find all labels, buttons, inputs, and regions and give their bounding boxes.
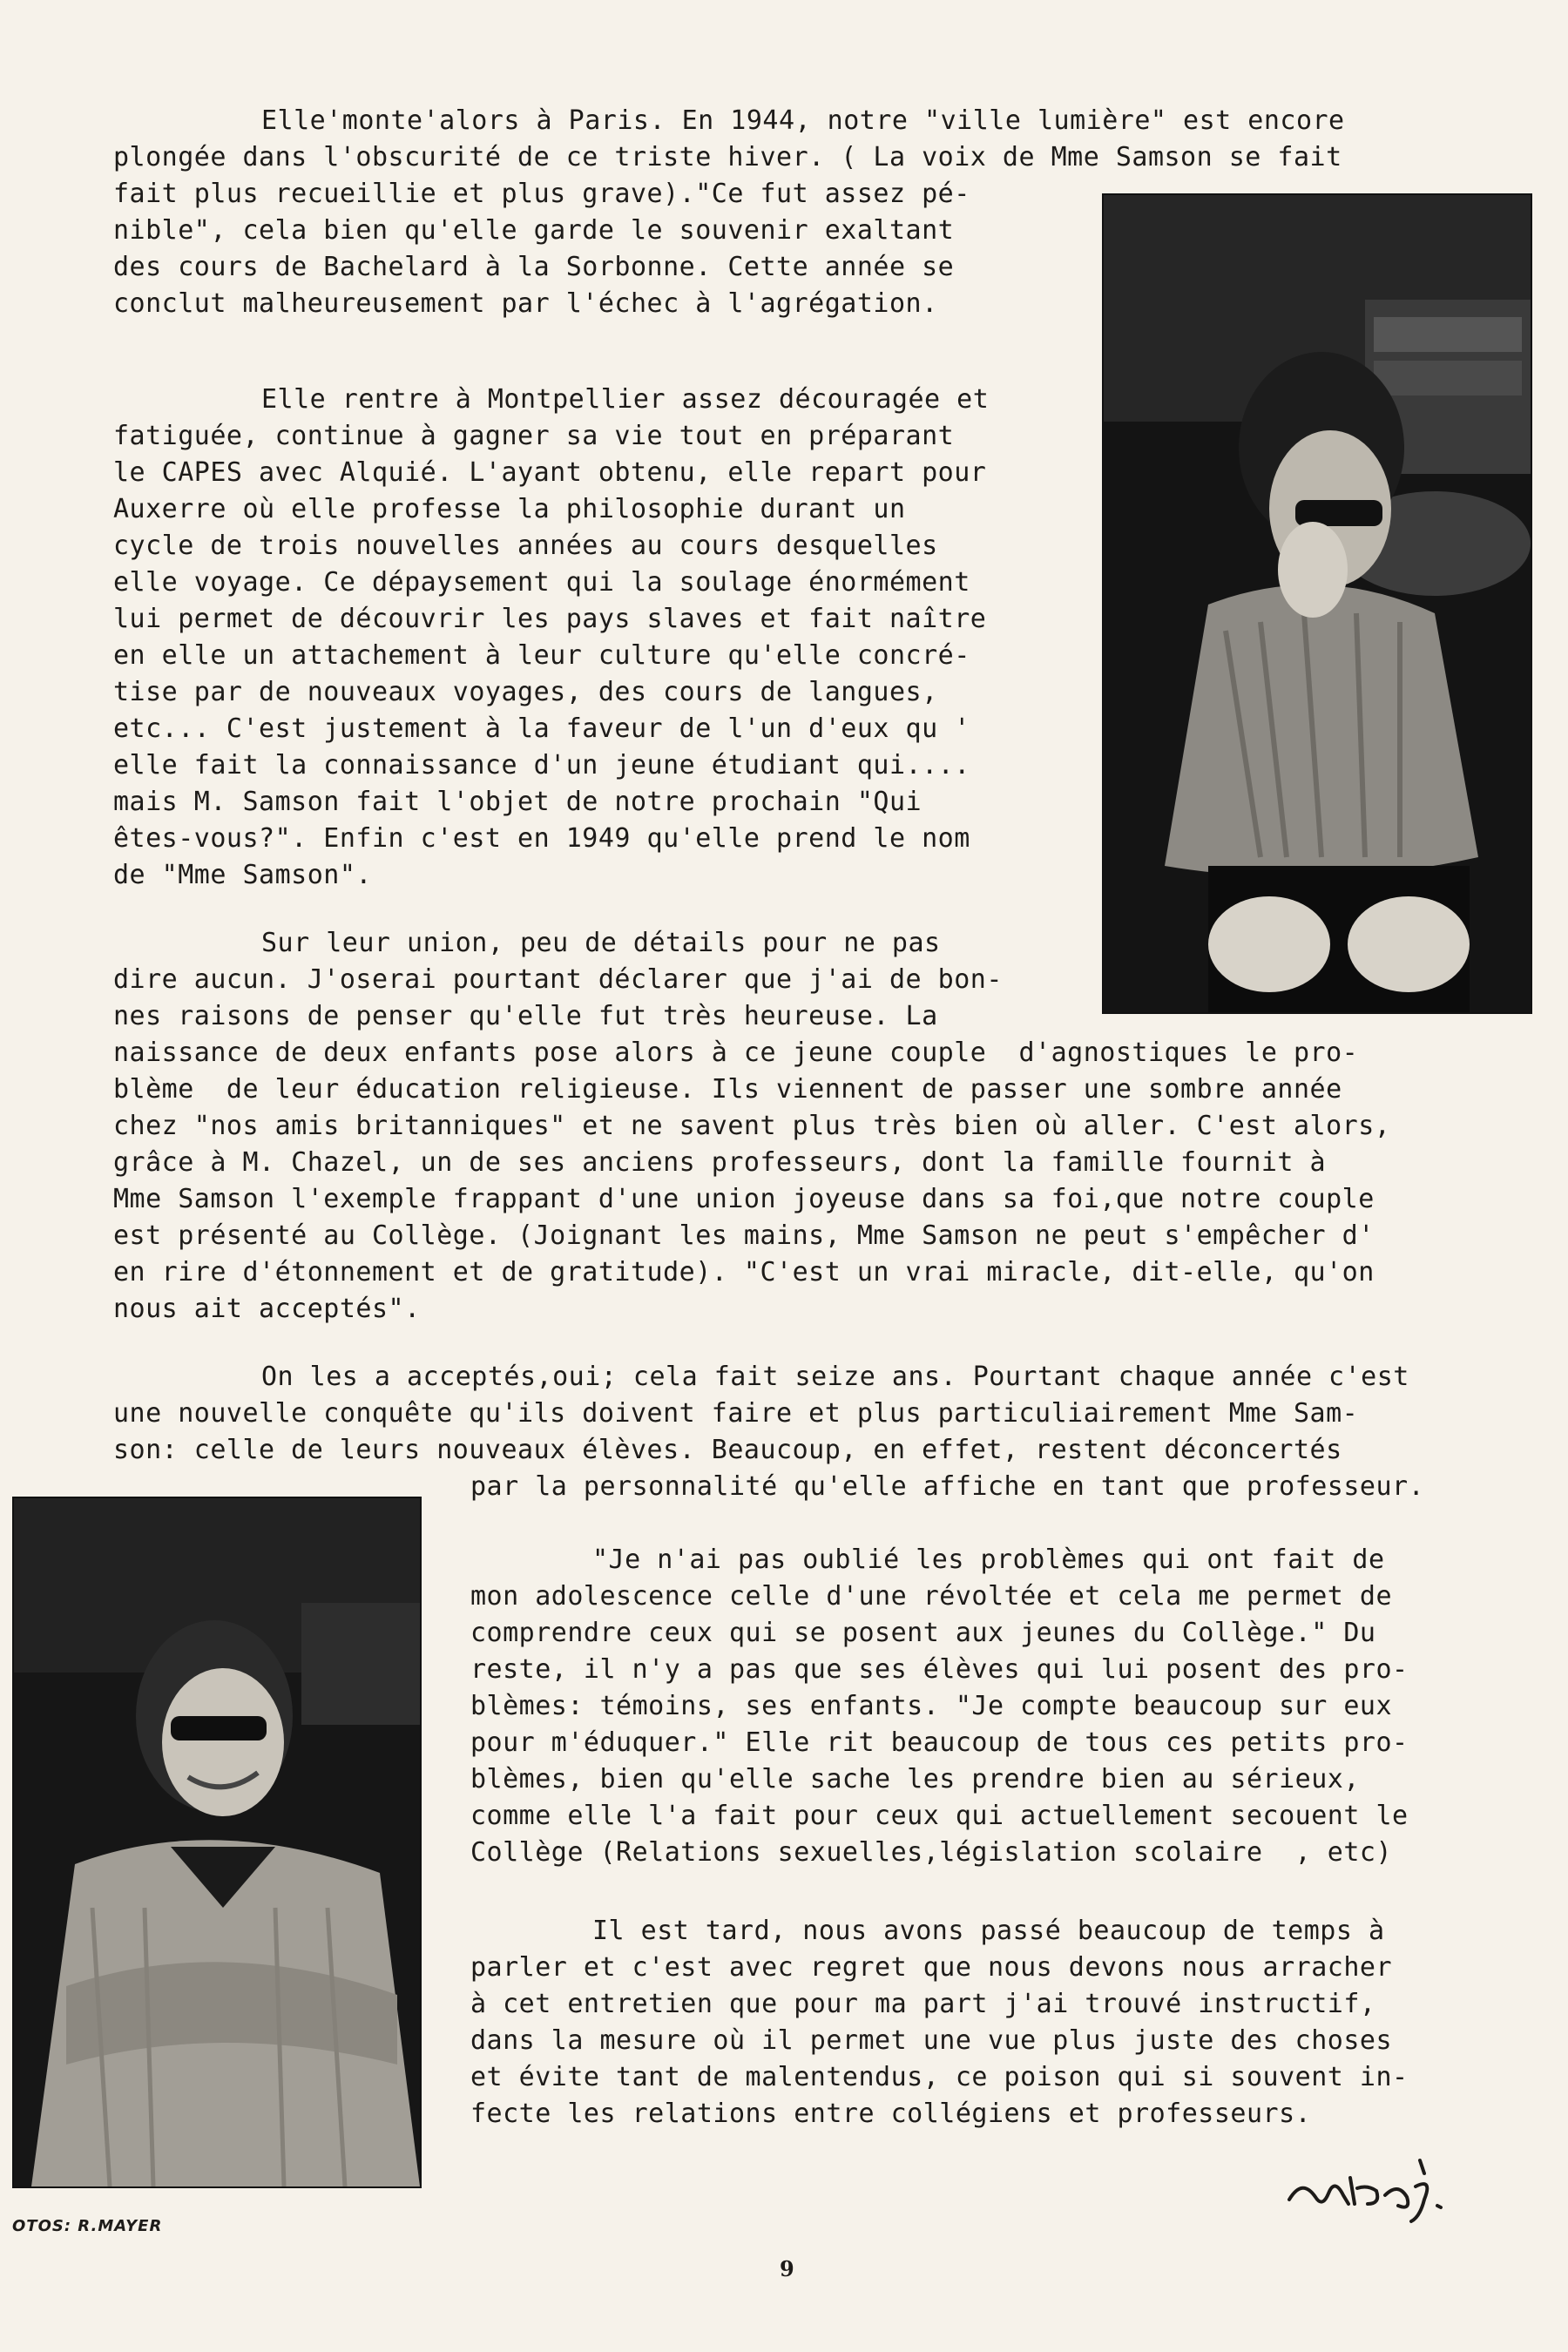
text-line: naissance de deux enfants pose alors à ce jeune couple d'agnostiques le pro- bbox=[113, 1037, 1359, 1068]
text-line: comme elle l'a fait pour ceux qui actuellement secouent le bbox=[470, 1801, 1409, 1831]
text-line: une nouvelle conquête qu'ils doivent faire et plus particuliairement Mme Sam- bbox=[113, 1398, 1359, 1429]
text-line: et évite tant de malentendus, ce poison qui si souvent in- bbox=[470, 2062, 1409, 2092]
text-line: comprendre ceux qui se posent aux jeunes du Collège." Du bbox=[470, 1618, 1376, 1648]
photo-image bbox=[14, 1498, 420, 2186]
text-line: plongée dans l'obscurité de ce triste hiver. ( La voix de Mme Samson se fait bbox=[113, 142, 1342, 172]
text-line: Elle rentre à Montpellier assez découragée et bbox=[261, 384, 990, 415]
author-signature bbox=[1281, 2143, 1455, 2230]
photo-woman-hands-clasped bbox=[1102, 193, 1532, 1014]
text-line: elle voyage. Ce dépaysement qui la soulage énormément bbox=[113, 567, 970, 598]
text-line: nous ait acceptés". bbox=[113, 1294, 421, 1324]
text-line: blème de leur éducation religieuse. Ils viennent de passer une sombre année bbox=[113, 1074, 1342, 1105]
signature-image bbox=[1281, 2143, 1455, 2230]
text-line: est présenté au Collège. (Joignant les mains, Mme Samson ne peut s'empêcher d' bbox=[113, 1220, 1375, 1251]
text-line: fecte les relations entre collégiens et professeurs. bbox=[470, 2099, 1312, 2129]
text-line: nes raisons de penser qu'elle fut très heureuse. La bbox=[113, 1001, 938, 1031]
photo-credit: OTOS: R.MAYER bbox=[12, 2217, 163, 2235]
text-line: "Je n'ai pas oublié les problèmes qui ont fait de bbox=[592, 1544, 1385, 1575]
text-line: blèmes: témoins, ses enfants. "Je compte beaucoup sur eux bbox=[470, 1691, 1393, 1721]
text-line: conclut malheureusement par l'échec à l'agrégation. bbox=[113, 288, 938, 319]
text-line: chez "nos amis britanniques" et ne savent plus très bien où aller. C'est alors, bbox=[113, 1111, 1391, 1141]
text-line: reste, il n'y a pas que ses élèves qui lui posent des pro- bbox=[470, 1654, 1409, 1685]
text-line: grâce à M. Chazel, un de ses anciens professeurs, dont la famille fournit à bbox=[113, 1147, 1327, 1178]
text-line: nible", cela bien qu'elle garde le souvenir exaltant bbox=[113, 215, 955, 246]
text-line: mais M. Samson fait l'objet de notre prochain "Qui bbox=[113, 787, 923, 817]
text-line: blèmes, bien qu'elle sache les prendre bien au sérieux, bbox=[470, 1764, 1360, 1794]
text-line: Sur leur union, peu de détails pour ne pas bbox=[261, 928, 941, 958]
text-line: fatiguée, continue à gagner sa vie tout en préparant bbox=[113, 421, 955, 451]
text-line: lui permet de découvrir les pays slaves et fait naître bbox=[113, 604, 987, 634]
text-line: êtes-vous?". Enfin c'est en 1949 qu'elle prend le nom bbox=[113, 823, 970, 854]
text-line: le CAPES avec Alquié. L'ayant obtenu, elle repart pour bbox=[113, 457, 987, 488]
photo-image bbox=[1104, 195, 1531, 1012]
text-line: elle fait la connaissance d'un jeune étudiant qui.... bbox=[113, 750, 970, 781]
text-line: à cet entretien que pour ma part j'ai trouvé instructif, bbox=[470, 1989, 1376, 2019]
text-line: en elle un attachement à leur culture qu'elle concré- bbox=[113, 640, 970, 671]
text-line: cycle de trois nouvelles années au cours desquelles bbox=[113, 531, 938, 561]
text-line: Elle'monte'alors à Paris. En 1944, notre "ville lumière" est encore bbox=[261, 105, 1345, 136]
text-line: On les a acceptés,oui; cela fait seize ans. Pourtant chaque année c'est bbox=[261, 1362, 1409, 1392]
text-line: en rire d'étonnement et de gratitude). "C'est un vrai miracle, dit-elle, qu'on bbox=[113, 1257, 1375, 1288]
text-line: tise par de nouveaux voyages, des cours de langues, bbox=[113, 677, 938, 707]
text-line: des cours de Bachelard à la Sorbonne. Cette année se bbox=[113, 252, 955, 282]
text-line: dans la mesure où il permet une vue plus juste des choses bbox=[470, 2025, 1393, 2056]
text-line: Collège (Relations sexuelles,législation scolaire , etc) bbox=[470, 1837, 1393, 1868]
text-line: Auxerre où elle professe la philosophie durant un bbox=[113, 494, 906, 524]
text-line: Il est tard, nous avons passé beaucoup de temps à bbox=[592, 1916, 1385, 1946]
text-line: etc... C'est justement à la faveur de l'un d'eux qu ' bbox=[113, 713, 970, 744]
text-line: Mme Samson l'exemple frappant d'une union joyeuse dans sa foi,que notre couple bbox=[113, 1184, 1375, 1214]
page-number: 9 bbox=[780, 2256, 794, 2281]
text-line: mon adolescence celle d'une révoltée et cela me permet de bbox=[470, 1581, 1393, 1612]
text-line: par la personnalité qu'elle affiche en tant que professeur. bbox=[470, 1471, 1425, 1502]
text-line: pour m'éduquer." Elle rit beaucoup de tous ces petits pro- bbox=[470, 1727, 1409, 1758]
text-line: fait plus recueillie et plus grave)."Ce fut assez pé- bbox=[113, 179, 970, 209]
photo-woman-laughing bbox=[12, 1497, 422, 2188]
text-line: parler et c'est avec regret que nous devons nous arracher bbox=[470, 1952, 1393, 1983]
text-line: son: celle de leurs nouveaux élèves. Beaucoup, en effet, restent déconcertés bbox=[113, 1435, 1342, 1465]
text-line: de "Mme Samson". bbox=[113, 860, 372, 890]
text-line: dire aucun. J'oserai pourtant déclarer que j'ai de bon- bbox=[113, 964, 1003, 995]
